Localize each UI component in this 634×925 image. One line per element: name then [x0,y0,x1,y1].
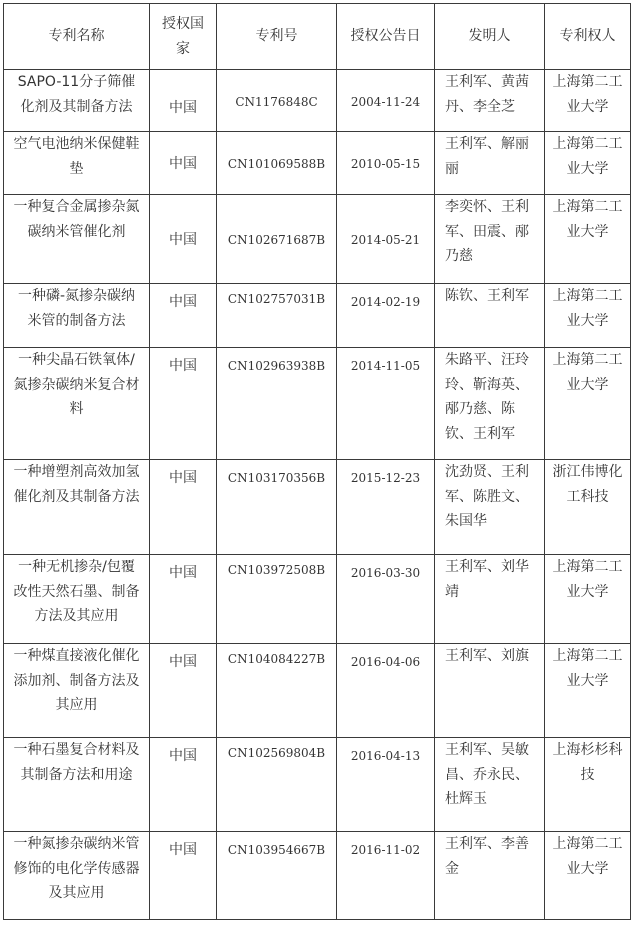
patentee: 上海第二工业大学 [545,555,631,644]
patent-name: 空气电池纳米保健鞋垫 [4,132,150,195]
table-row [4,738,631,832]
inventors: 陈钦、王利军 [435,284,545,348]
country: 中国 [150,284,217,348]
patent-number: CN103972508B [217,555,337,644]
table-row [4,195,631,284]
grant-date: 2010-05-15 [337,132,435,195]
grant-date: 2016-04-06 [337,644,435,738]
patentee: 浙江伟博化工科技 [545,460,631,555]
header-grant-date: 授权公告日 [337,4,435,70]
patent-name: 一种增塑剂高效加氢催化剂及其制备方法 [4,460,150,555]
table-row [4,644,631,738]
patent-number: CN1176848C [217,70,337,132]
country: 中国 [150,738,217,832]
table-row [4,284,631,348]
inventors: 王利军、刘华靖 [435,555,545,644]
grant-date: 2014-05-21 [337,195,435,284]
header-patent-number: 专利号 [217,4,337,70]
country: 中国 [150,195,217,284]
grant-date: 2004-11-24 [337,70,435,132]
patentee: 上海第二工业大学 [545,70,631,132]
table-row [4,832,631,920]
header-patent-name: 专利名称 [4,4,150,70]
grant-date: 2014-02-19 [337,284,435,348]
patent-name: 一种复合金属掺杂氮碳纳米管催化剂 [4,195,150,284]
inventors: 朱路平、汪玲玲、靳海英、邴乃慈、陈钦、王利军 [435,348,545,460]
patent-name: 一种尖晶石铁氧体/氮掺杂碳纳米复合材料 [4,348,150,460]
patent-name: SAPO-11分子筛催化剂及其制备方法 [4,70,150,132]
patentee: 上海第二工业大学 [545,132,631,195]
patent-number: CN104084227B [217,644,337,738]
country: 中国 [150,832,217,920]
patent-name: 一种磷-氮掺杂碳纳米管的制备方法 [4,284,150,348]
country: 中国 [150,132,217,195]
patentee: 上海第二工业大学 [545,195,631,284]
inventors: 王利军、吴敏昌、乔永民、杜辉玉 [435,738,545,832]
patent-name: 一种无机掺杂/包覆改性天然石墨、制备方法及其应用 [4,555,150,644]
header-patentee: 专利权人 [545,4,631,70]
patentee: 上海第二工业大学 [545,284,631,348]
patent-name: 一种煤直接液化催化添加剂、制备方法及其应用 [4,644,150,738]
inventors: 李奕怀、王利军、田震、邴乃慈 [435,195,545,284]
patent-number: CN102569804B [217,738,337,832]
inventors: 王利军、黄茜丹、李全芝 [435,70,545,132]
patent-number: CN101069588B [217,132,337,195]
country: 中国 [150,348,217,460]
patentee: 上海第二工业大学 [545,644,631,738]
country: 中国 [150,555,217,644]
patentee: 上海杉杉科技 [545,738,631,832]
patent-name: 一种氮掺杂碳纳米管修饰的电化学传感器及其应用 [4,832,150,920]
patent-name: 一种石墨复合材料及其制备方法和用途 [4,738,150,832]
table-row [4,132,631,195]
grant-date: 2014-11-05 [337,348,435,460]
patentee: 上海第二工业大学 [545,348,631,460]
patent-number: CN102671687B [217,195,337,284]
table-row [4,460,631,555]
inventors: 王利军、刘旗 [435,644,545,738]
inventors: 王利军、解丽丽 [435,132,545,195]
patent-number: CN103170356B [217,460,337,555]
country: 中国 [150,460,217,555]
header-inventors: 发明人 [435,4,545,70]
table-row [4,70,631,132]
patent-number: CN102757031B [217,284,337,348]
patent-number: CN103954667B [217,832,337,920]
inventors: 王利军、李善金 [435,832,545,920]
header-country: 授权国家 [150,4,217,70]
country: 中国 [150,644,217,738]
patent-number: CN102963938B [217,348,337,460]
table-header-row [4,4,631,70]
country: 中国 [150,70,217,132]
grant-date: 2016-04-13 [337,738,435,832]
inventors: 沈劲贤、王利军、陈胜文、朱国华 [435,460,545,555]
patent-table [3,3,631,920]
grant-date: 2016-11-02 [337,832,435,920]
grant-date: 2016-03-30 [337,555,435,644]
table-row [4,348,631,460]
table-row [4,555,631,644]
grant-date: 2015-12-23 [337,460,435,555]
patentee: 上海第二工业大学 [545,832,631,920]
